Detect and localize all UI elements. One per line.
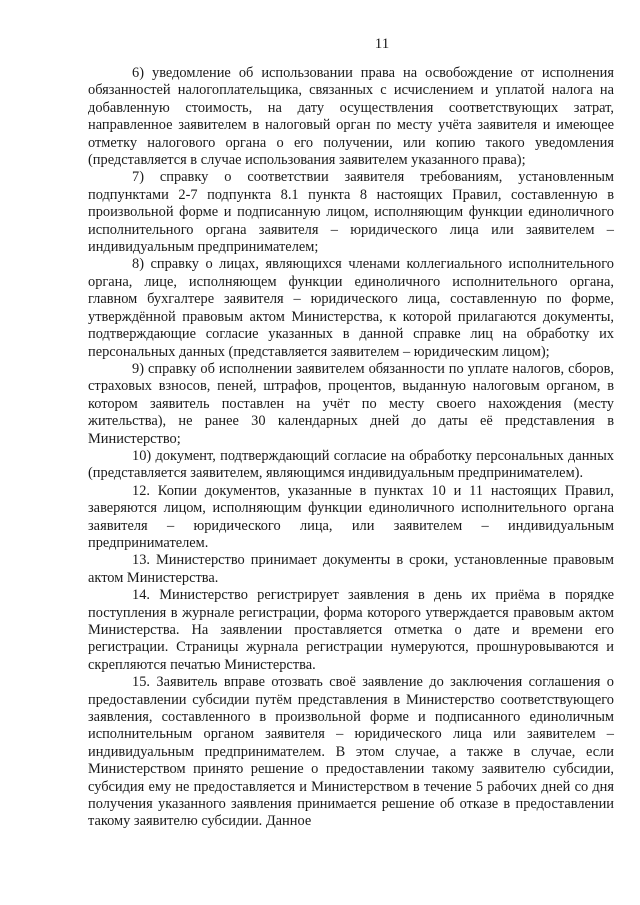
page-number: 11 [374, 36, 390, 52]
paragraph-item-9: 9) справку об исполнении заявителем обязанности по уплате налогов, сборов, страховых взносов, пеней, штрафов, процентов, выданную налоговым органом, в котором заявитель поставлен на учёт по месту своего нахождения (месту жительства), не ранее 30 календарных дней до даты её представления в Министерство; [88, 360, 614, 447]
paragraph-item-7: 7) справку о соответствии заявителя требованиям, установленным подпунктами 2-7 подпункта 8.1 пункта 8 настоящих Правил, составленную в произвольной форме и подписанную лицом, исполняющим функции единоличного исполнительного органа заявителя – юридического лица или заявителем – индивидуальным предпринимателем; [88, 169, 614, 256]
paragraph-item-10: 10) документ, подтверждающий согласие на обработку персональных данных (представляется заявителем, являющимся индивидуальным предпринимателем). [88, 447, 614, 482]
paragraph-clause-13: 13. Министерство принимает документы в сроки, установленные правовым актом Министерства. [88, 552, 614, 586]
paragraph-item-8: 8) справку о лицах, являющихся членами коллегиального исполнительного органа, лице, исполняющем функции единоличного исполнительного органа, главном бухгалтере заявителя – юридического лица, составленную по форме, утверждённой правовым актом Министерства, к которой прилагаются документы, подтверждающие согласие указанных в данной справке лиц на обработку их персональных данных (представляется заявителем – юридическим лицом); [88, 256, 614, 360]
paragraph-clause-12: 12. Копии документов, указанные в пунктах 10 и 11 настоящих Правил, заверяются лицом, исполняющим функции единоличного исполнительного органа заявителя – юридического лица, или заявителем – индивидуальным предпринимателем. [88, 482, 614, 551]
paragraph-item-6: 6) уведомление об использовании права на освобождение от исполнения обязанностей налогоплательщика, связанных с исчислением и уплатой налога на добавленную стоимость, на дату осуществления соответствующих затрат, направленное заявителем в налоговый орган по месту учёта заявителя и имеющее отметку налогового органа о его получении, или копию такого уведомления (представляется в случае использования заявителем указанного права); [88, 65, 614, 169]
paragraph-clause-15: 15. Заявитель вправе отозвать своё заявление до заключения соглашения о предоставлении субсидии путём представления в Министерство соответствующего заявления, составленного в произвольной форме и подписанного единоличным исполнительным органом заявителя – юридического лица или заявителем – индивидуальным предпринимателем. В этом случае, а также в случае, если Министерством принято решение о предоставлении такому заявителю субсидии, субсидия ему не предоставляется и Министерством в течение 5 рабочих дней со дня получения указанного заявления принимается решение об отказе в предоставлении такому заявителю субсидии. Данное [88, 674, 614, 830]
paragraph-clause-14: 14. Министерство регистрирует заявления в день их приёма в порядке поступления в журнале регистрации, форма которого утверждается правовым актом Министерства. На заявлении проставляется отметка о дате и времени его регистрации. Страницы журнала регистрации нумеруются, прошнуровываются и скрепляются печатью Министерства. [88, 587, 614, 673]
